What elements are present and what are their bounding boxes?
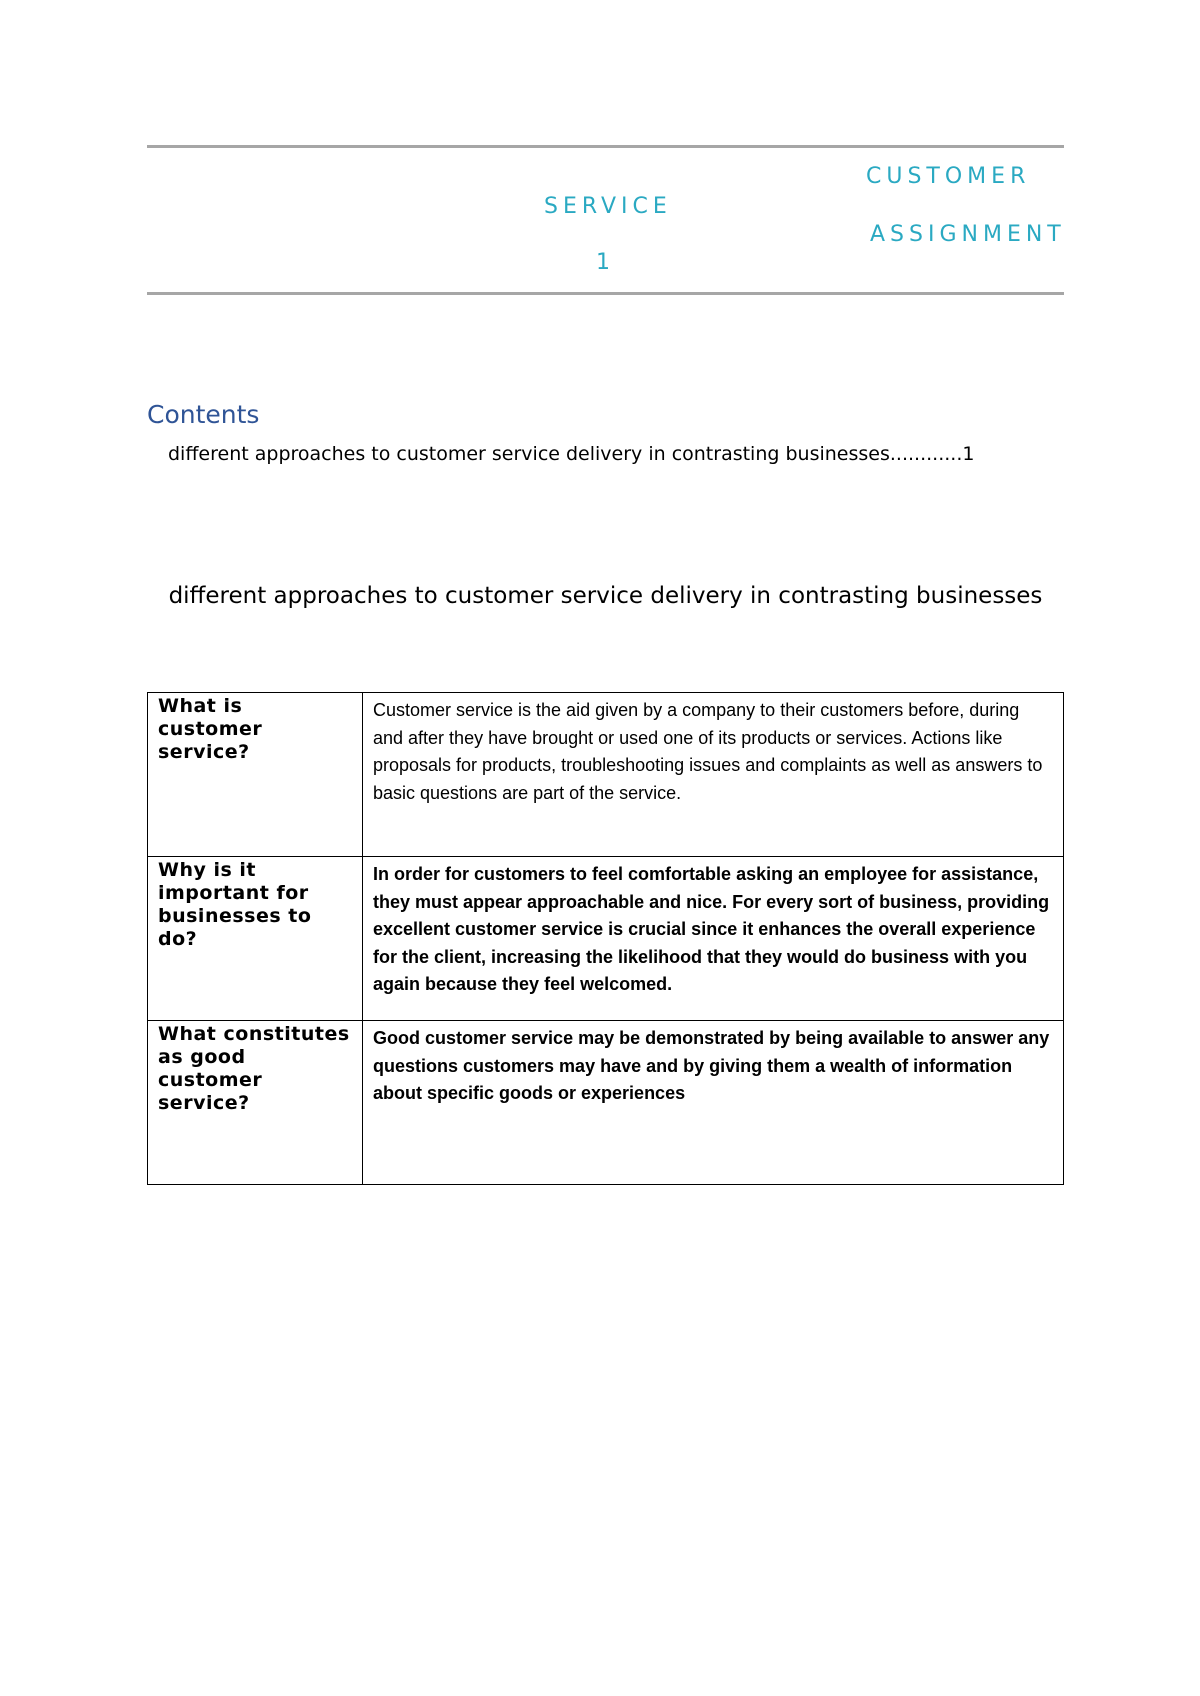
qa-table	[147, 692, 1064, 1185]
answer-cell: Customer service is the aid given by a company to their customers before, during and after they have brought or used one of its products or services. Actions like proposals for products, troubleshooting issues and complaints as well as answers to basic questions are part of the service.	[363, 693, 1064, 857]
question-cell: What is customer service?	[148, 693, 363, 857]
title-rule-top	[147, 145, 1064, 148]
toc-heading: Contents	[147, 400, 260, 429]
toc-entry-page: 1	[962, 443, 975, 465]
table-row	[148, 857, 1064, 1021]
question-cell: Why is it important for businesses to do?	[148, 857, 363, 1021]
toc-entry-label: different approaches to customer service delivery in contrasting businesses	[168, 443, 890, 465]
answer-cell: In order for customers to feel comfortable asking an employee for assistance, they must appear approachable and nice. For every sort of business, providing excellent customer service is crucial since it enhances the overall experience for the client, increasing the likelihood that they would do business with you again because they feel welcomed.	[363, 857, 1064, 1021]
cover-title-assignment: ASSIGNMENT	[870, 222, 1066, 247]
cover-title-number: 1	[596, 250, 610, 275]
toc-entry-leader: ............	[889, 443, 963, 465]
question-cell: What constitutes as good customer service?	[148, 1021, 363, 1185]
toc-entry[interactable]	[168, 443, 1066, 465]
cover-title-customer: CUSTOMER	[866, 164, 1031, 189]
title-rule-bottom	[147, 292, 1064, 295]
cover-title-service: SERVICE	[544, 194, 672, 219]
answer-cell: Good customer service may be demonstrated by being available to answer any questions customers may have and by giving them a wealth of information about specific goods or experiences	[363, 1021, 1064, 1185]
table-row	[148, 693, 1064, 857]
section-heading: different approaches to customer service delivery in contrasting businesses	[168, 583, 1043, 609]
table-row	[148, 1021, 1064, 1185]
